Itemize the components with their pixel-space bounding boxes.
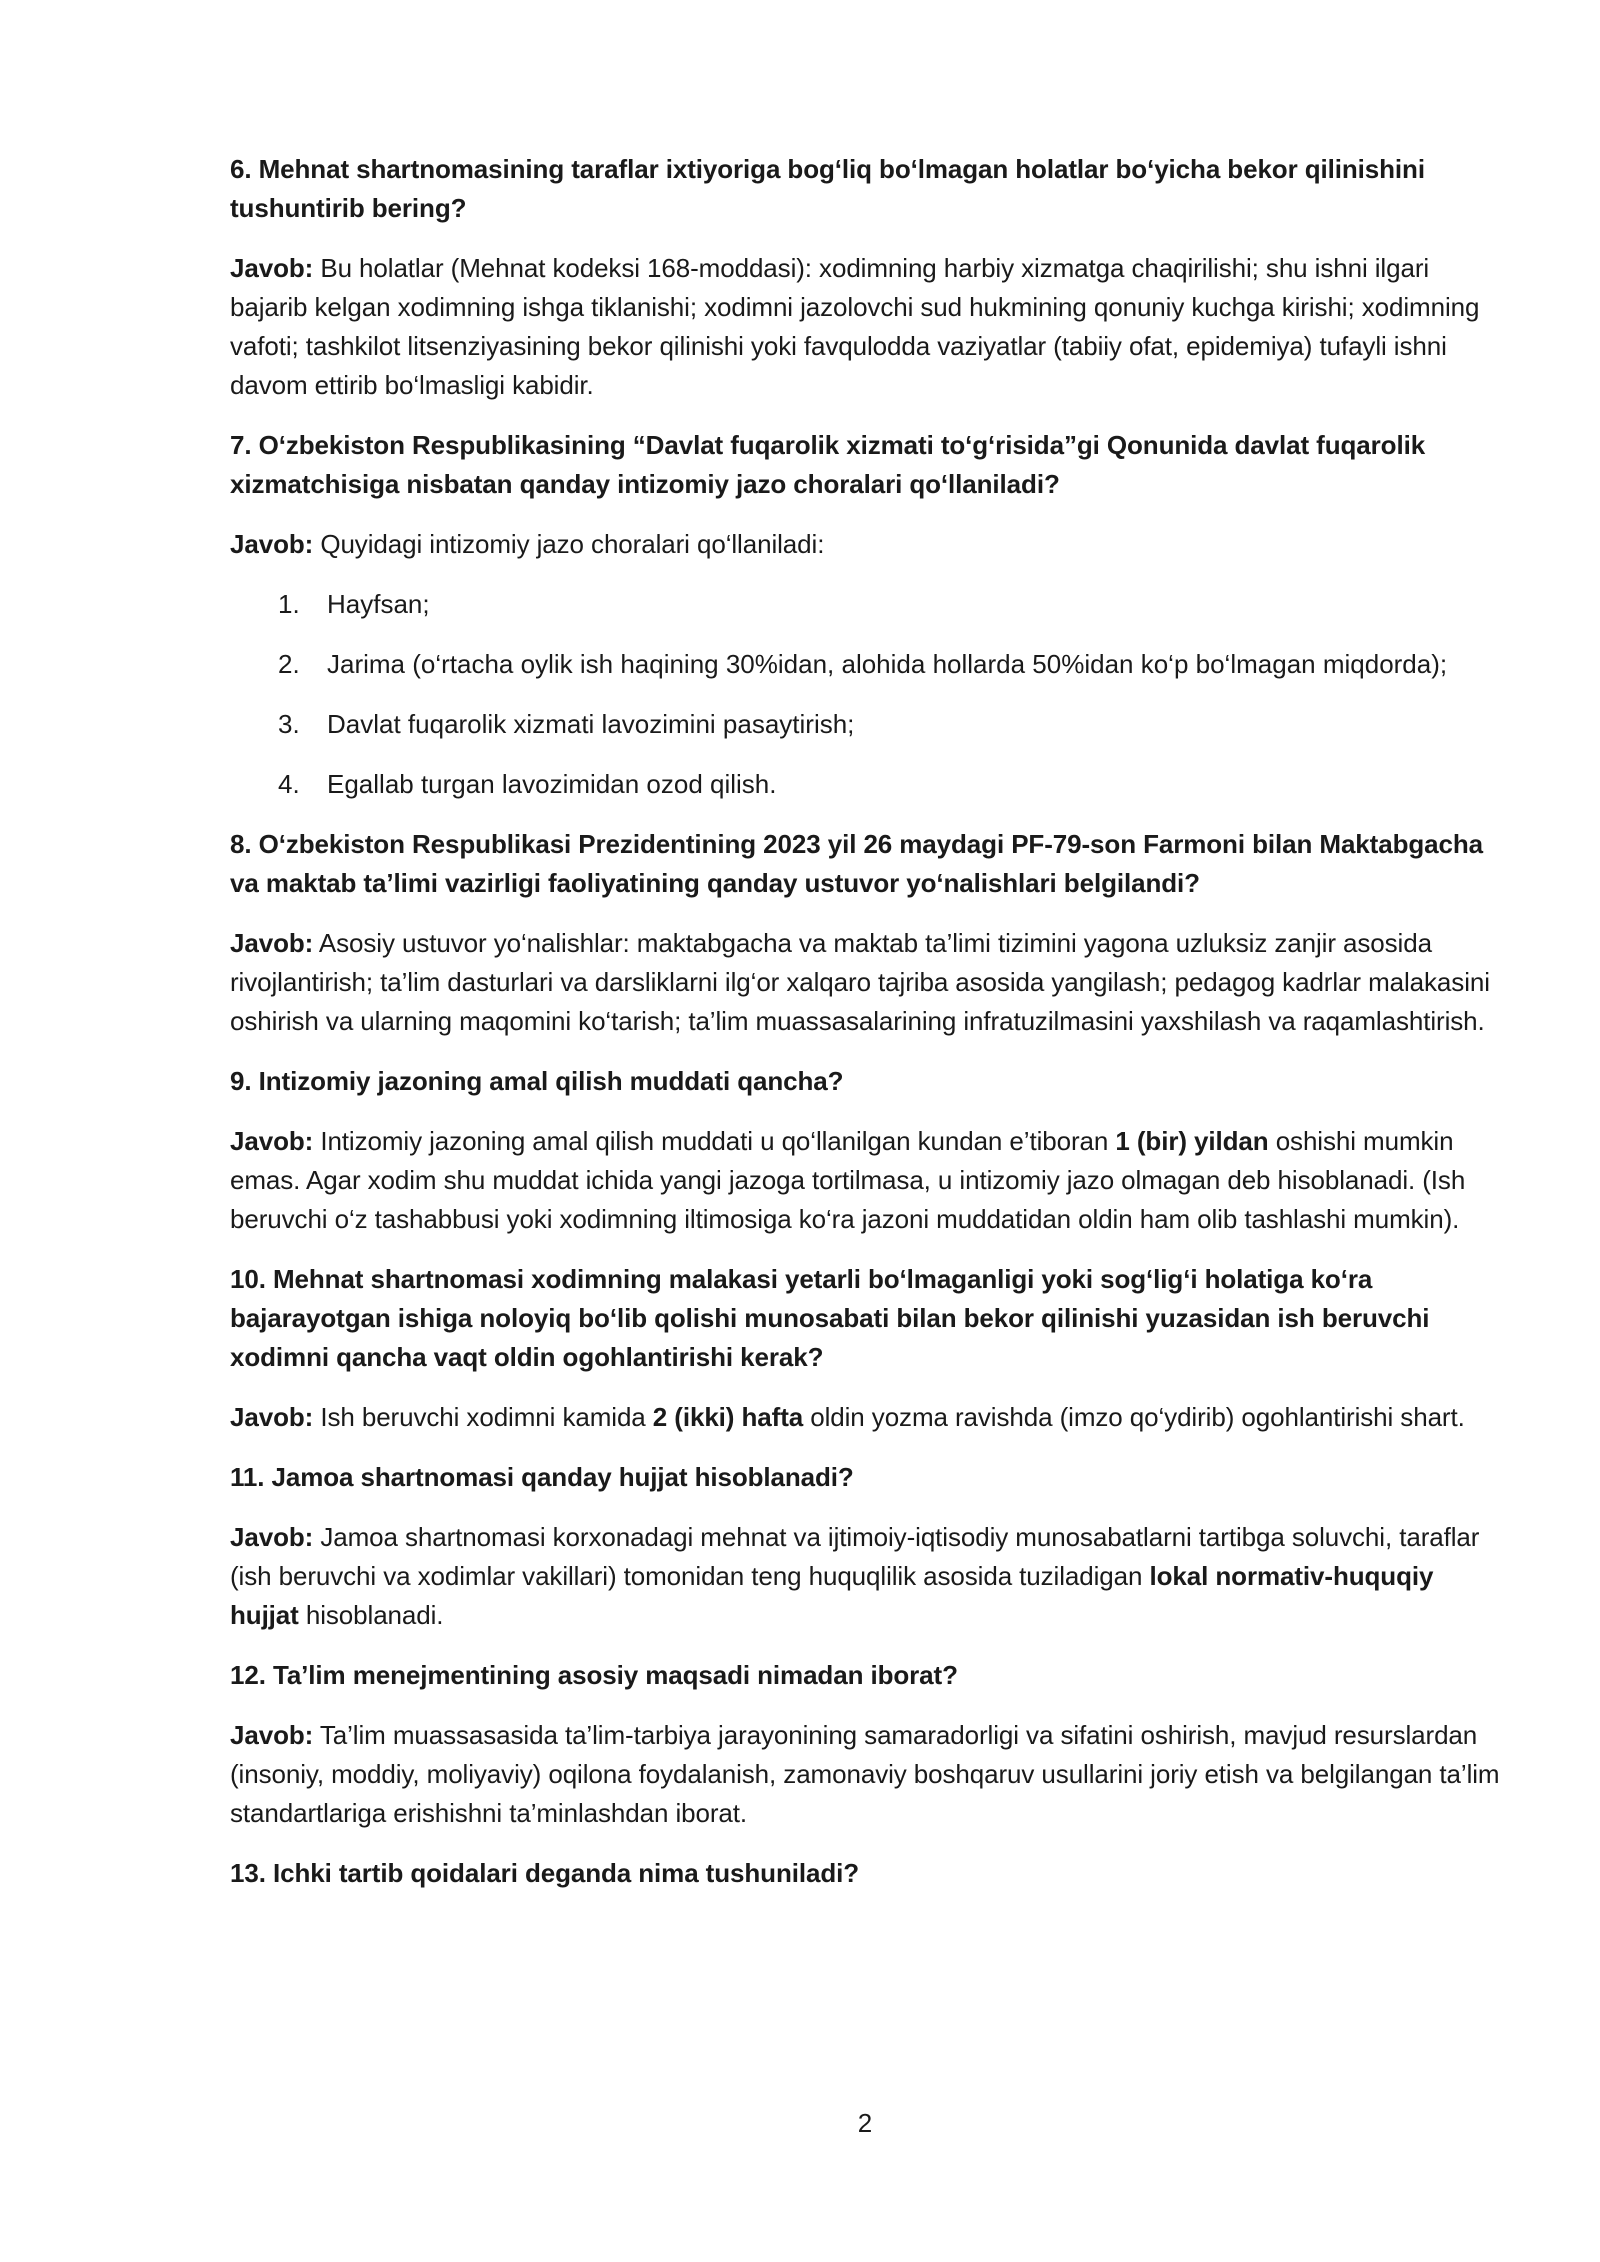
answer-text: Ish beruvchi xodimni kamida [320, 1402, 646, 1432]
list-item [230, 705, 1500, 744]
answer-label: Javob: [230, 1402, 314, 1432]
list-item [230, 585, 1500, 624]
answer-11 [230, 1518, 1500, 1635]
answer-emphasis: lokal normativ-huquqiy hujjat [230, 1561, 1434, 1630]
answer-12 [230, 1716, 1500, 1833]
answer-text: Ta’lim muassasasida ta’lim-tarbiya jarayonining samaradorligi va sifatini oshirish, mavjud resurslardan (insoniy, moddiy, moliyaviy) oqilona foydalanish, zamonaviy boshqaruv usullarini joriy etish va belgilangan ta’lim standartlariga erishishni ta’minlashdan iborat. [230, 1720, 1500, 1828]
answer-8 [230, 924, 1500, 1041]
answer-text: oshishi mumkin emas. Agar xodim shu muddat ichida yangi jazoga tortilmasa, u intizomiy jazo olmagan deb hisoblanadi. (Ish beruvchi o‘z tashabbusi yoki xodimning iltimosiga ko‘ra jazoni muddatidan oldin ham olib tashlashi mumkin). [230, 1126, 1466, 1234]
list-item-text: Hayfsan; [327, 589, 430, 619]
answer-9 [230, 1122, 1500, 1239]
answer-6 [230, 249, 1500, 405]
answer-text: Jamoa shartnomasi korxonadagi mehnat va ijtimoiy-iqtisodiy munosabatlarni tartibga soluvchi, taraflar (ish beruvchi va xodimlar vakillari) tomonidan teng huquqlilik asosida tuziladigan [230, 1522, 1480, 1591]
page-number: 2 [857, 2108, 873, 2138]
list-item-text: Davlat fuqarolik xizmati lavozimini pasaytirish; [327, 709, 855, 739]
list-item-number: 2. [278, 649, 300, 679]
answer-label: Javob: [230, 529, 314, 559]
answer-text: Asosiy ustuvor yo‘nalishlar: maktabgacha va maktab ta’limi tizimini yagona uzluksiz zanjir asosida rivojlantirish; ta’lim dasturlari va darsliklarni ilg‘or xalqaro tajriba asosida yangilash; pedagog kadrlar malakasini oshirish va ularning maqomini ko‘tarish; ta’lim muassasalarining infratuzilmasini yaxshilash va raqamlashtirish. [230, 928, 1490, 1036]
document-page [230, 150, 1500, 1914]
question-12: 12. Ta’lim menejmentining asosiy maqsadi nimadan iborat? [230, 1660, 958, 1690]
answer-text: Bu holatlar (Mehnat kodeksi 168-moddasi): xodimning harbiy xizmatga chaqirilishi; shu ishni ilgari bajarib kelgan xodimning ishga tiklanishi; xodimni jazolovchi sud hukmining qonuniy kuchga kirishi; xodimning vafoti; tashkilot litsenziyasining bekor qilinishi yoki favqulodda vaziyatlar (tabiiy ofat, epidemiya) tufayli ishni davom ettirib bo‘lmasligi kabidir. [230, 253, 1480, 400]
answer-text: Quyidagi intizomiy jazo choralari qo‘llaniladi: [320, 529, 825, 559]
answer-10 [230, 1398, 1500, 1437]
answer-label: Javob: [230, 1522, 314, 1552]
answer-text: hisoblanadi. [305, 1600, 444, 1630]
list-item [230, 645, 1500, 684]
answer-label: Javob: [230, 253, 314, 283]
answer-text: oldin yozma ravishda (imzo qo‘ydirib) ogohlantirishi shart. [810, 1402, 1465, 1432]
list-item-number: 4. [278, 769, 300, 799]
question-10: 10. Mehnat shartnomasi xodimning malakasi yetarli bo‘lmaganligi yoki sog‘lig‘i holatiga ko‘ra bajarayotgan ishiga noloyiq bo‘lib qolishi munosabati bilan bekor qilinishi yuzasidan ish beruvchi xodimni qancha vaqt oldin ogohlantirishi kerak? [230, 1264, 1430, 1372]
list-item-number: 1. [278, 589, 300, 619]
question-6: 6. Mehnat shartnomasining taraflar ixtiyoriga bog‘liq bo‘lmagan holatlar bo‘yicha bekor qilinishini tushuntirib bering? [230, 154, 1425, 223]
question-13: 13. Ichki tartib qoidalari deganda nima tushuniladi? [230, 1858, 860, 1888]
question-11: 11. Jamoa shartnomasi qanday hujjat hisoblanadi? [230, 1462, 854, 1492]
answer-text: Intizomiy jazoning amal qilish muddati u qo‘llanilgan kundan e’tiboran [320, 1126, 1109, 1156]
answer-label: Javob: [230, 928, 314, 958]
answer-7 [230, 525, 1500, 564]
answer-label: Javob: [230, 1720, 314, 1750]
list-item [230, 765, 1500, 804]
list-item-text: Egallab turgan lavozimidan ozod qilish. [327, 769, 777, 799]
question-8: 8. O‘zbekiston Respublikasi Prezidentining 2023 yil 26 maydagi PF-79-son Farmoni bilan Maktabgacha va maktab ta’limi vazirligi faoliyatining qanday ustuvor yo‘nalishlari belgilandi? [230, 829, 1484, 898]
list-item-text: Jarima (o‘rtacha oylik ish haqining 30%idan, alohida hollarda 50%idan ko‘p bo‘lmagan miqdorda); [327, 649, 1448, 679]
list-item-number: 3. [278, 709, 300, 739]
question-7: 7. O‘zbekiston Respublikasining “Davlat fuqarolik xizmati to‘g‘risida”gi Qonunida davlat fuqarolik xizmatchisiga nisbatan qanday intizomiy jazo choralari qo‘llaniladi? [230, 430, 1426, 499]
answer-emphasis: 2 (ikki) hafta [652, 1402, 804, 1432]
penalty-list [230, 585, 1500, 804]
question-9: 9. Intizomiy jazoning amal qilish muddati qancha? [230, 1066, 844, 1096]
answer-label: Javob: [230, 1126, 314, 1156]
answer-emphasis: 1 (bir) yildan [1115, 1126, 1269, 1156]
